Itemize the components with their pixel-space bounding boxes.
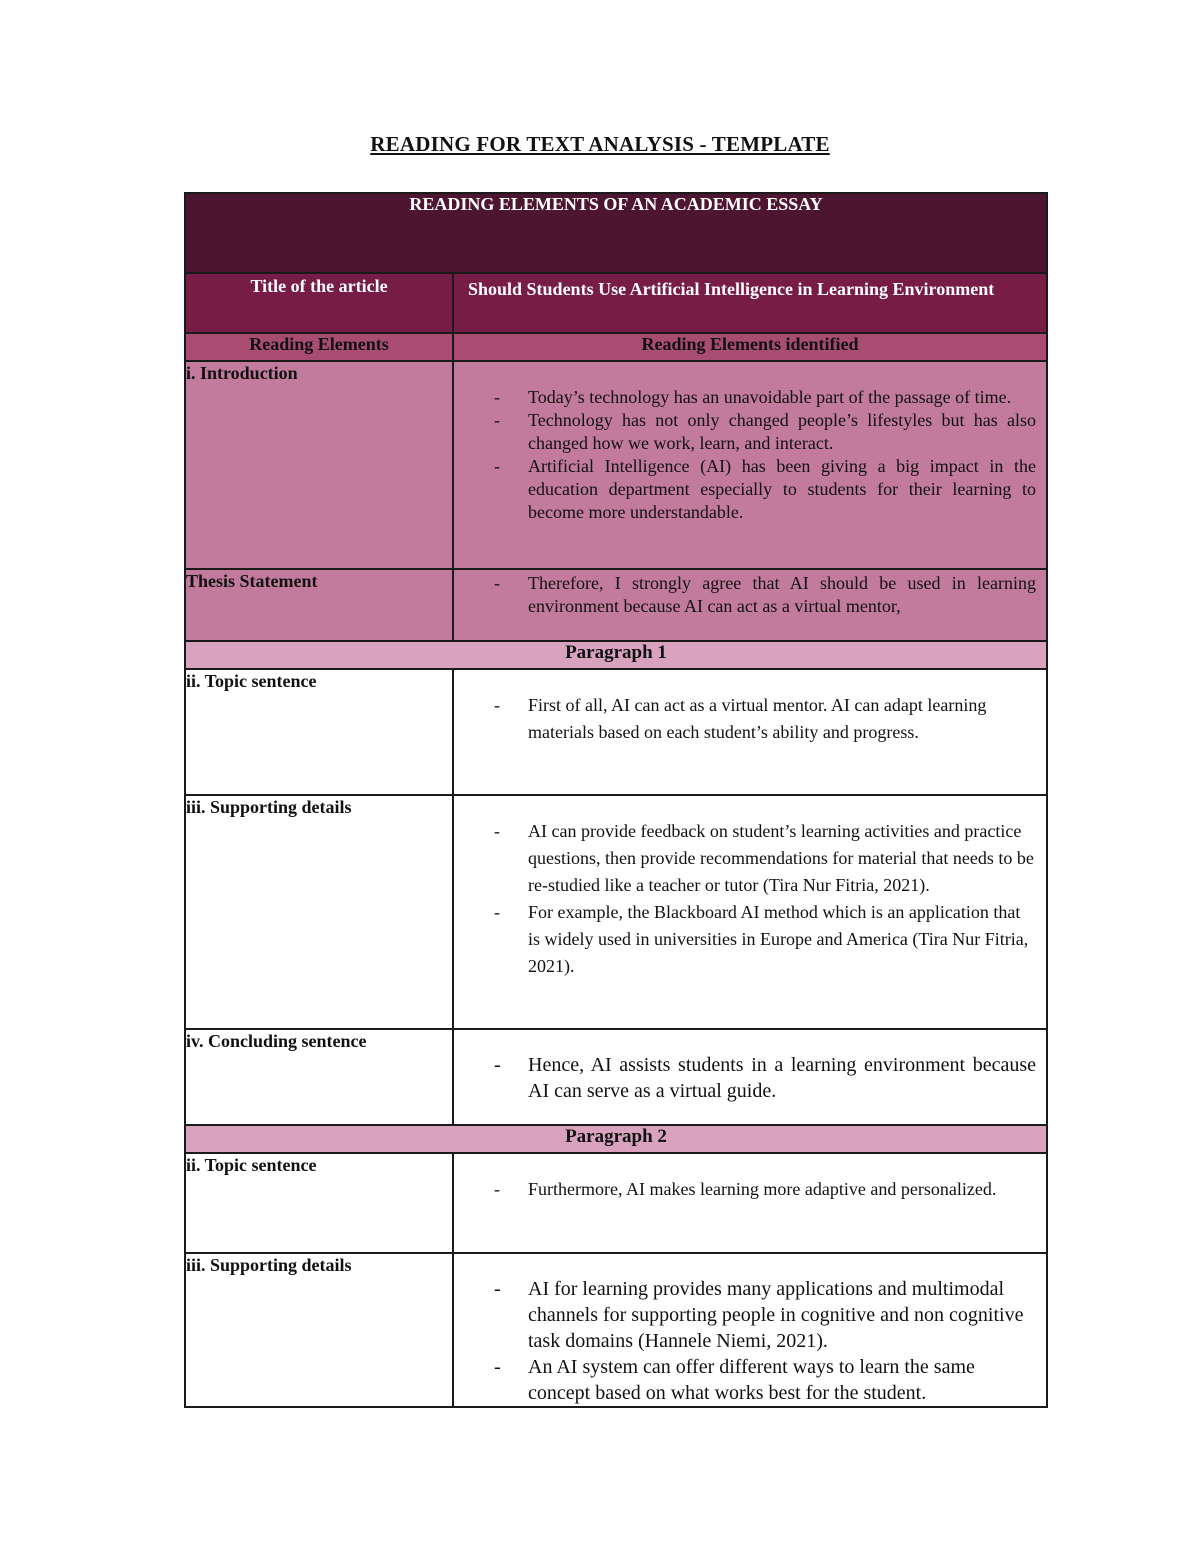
article-title-row [185, 273, 1047, 333]
title-label: Title of the article [185, 273, 453, 333]
introduction-row [185, 361, 1047, 569]
thesis-list [454, 572, 1046, 618]
p2-topic-row [185, 1153, 1047, 1253]
list-item: - First of all, AI can act as a virtual mentor. AI can adapt learning materials based on each student’s ability and progress. [494, 695, 987, 742]
list-item: - For example, the Blackboard AI method which is an application that is widely used in universities in Europe and America (Tira Nur Fitria, 2021). [494, 902, 1029, 976]
paragraph1-heading: Paragraph 1 [185, 641, 1047, 669]
p2-support-list [454, 1276, 1046, 1406]
p1-topic-label: ii. Topic sentence [185, 669, 453, 795]
table-header: READING ELEMENTS OF AN ACADEMIC ESSAY [185, 193, 1047, 273]
p1-concluding-row [185, 1029, 1047, 1125]
p1-concluding-label: iv. Concluding sentence [185, 1029, 453, 1125]
introduction-label: i. Introduction [185, 361, 453, 569]
p1-support-row [185, 795, 1047, 1029]
column-header-row [185, 333, 1047, 361]
list-item: - Artificial Intelligence (AI) has been giving a big impact in the education department especially to students for their learning to become more understandable. [494, 456, 1036, 522]
list-item: - AI can provide feedback on student’s learning activities and practice questions, then provide recommendations for material that needs to be re-studied like a teacher or tutor (Tira Nur Fitria, 2021). [494, 821, 1034, 895]
page-title: READING FOR TEXT ANALYSIS - TEMPLATE [370, 132, 830, 156]
p1-topic-list [454, 692, 1046, 746]
title-value: Should Students Use Artificial Intelligence in Learning Environment [453, 273, 1047, 333]
p2-support-row [185, 1253, 1047, 1407]
introduction-list [454, 386, 1046, 524]
thesis-row [185, 569, 1047, 641]
table-header-row [185, 193, 1047, 273]
p2-support-label: iii. Supporting details [185, 1253, 453, 1407]
p2-topic-list [454, 1176, 1046, 1203]
p1-topic-row [185, 669, 1047, 795]
col-right-header: Reading Elements identified [453, 333, 1047, 361]
list-item: - Today’s technology has an unavoidable part of the passage of time. [494, 387, 1012, 407]
analysis-table [184, 192, 1048, 1408]
paragraph2-heading-row [185, 1125, 1047, 1153]
col-left-header: Reading Elements [185, 333, 453, 361]
p2-topic-label: ii. Topic sentence [185, 1153, 453, 1253]
list-item: - Furthermore, AI makes learning more adaptive and personalized. [494, 1179, 997, 1199]
list-item: - Therefore, I strongly agree that AI should be used in learning environment because AI can act as a virtual mentor, [494, 573, 1036, 616]
list-item: - Hence, AI assists students in a learning environment because AI can serve as a virtual guide. [494, 1054, 1036, 1102]
p1-support-label: iii. Supporting details [185, 795, 453, 1029]
paragraph1-heading-row [185, 641, 1047, 669]
paragraph2-heading: Paragraph 2 [185, 1125, 1047, 1153]
thesis-label: Thesis Statement [185, 569, 453, 641]
p1-support-list [454, 818, 1046, 980]
list-item: - AI for learning provides many applications and multimodal channels for supporting people in cognitive and non cognitive task domains (Hannele Niemi, 2021). [494, 1278, 1024, 1352]
list-item: - An AI system can offer different ways to learn the same concept based on what works best for the student. [494, 1356, 975, 1404]
list-item: - Technology has not only changed people’s lifestyles but has also changed how we work, learn, and interact. [494, 410, 1036, 453]
p1-concluding-list [454, 1052, 1046, 1104]
